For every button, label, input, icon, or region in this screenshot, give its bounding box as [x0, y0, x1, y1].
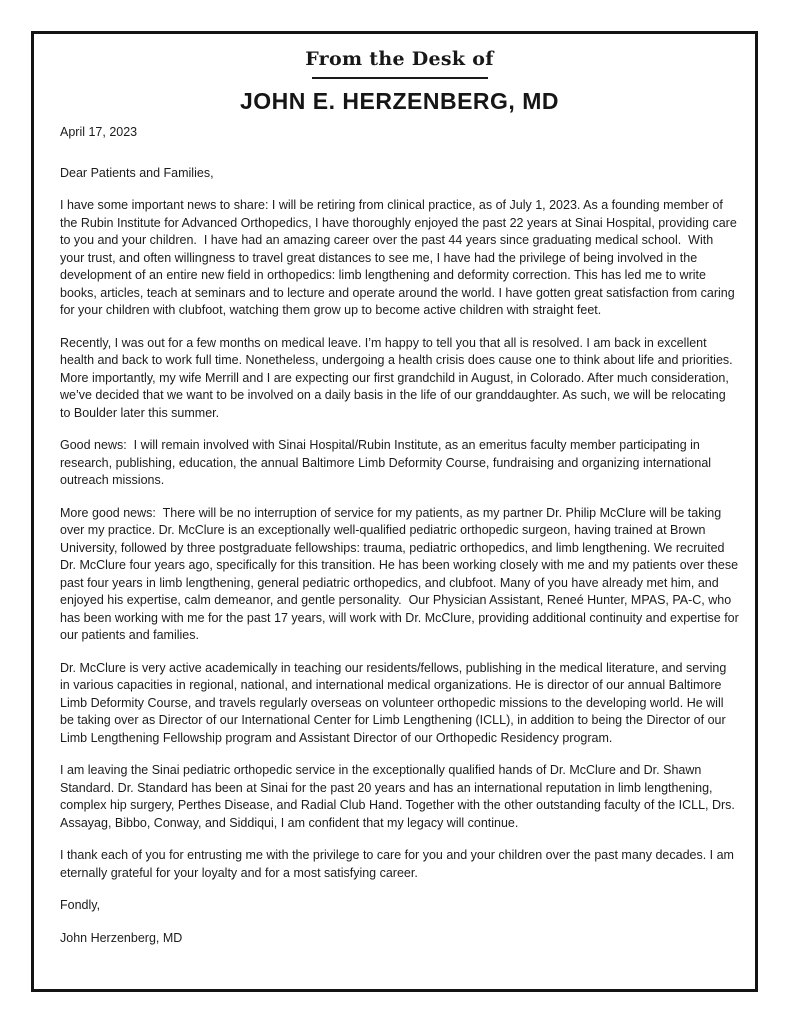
letter-paragraph: Recently, I was out for a few months on medical leave. I’m happy to tell you that all is resolved. I am back in excellent health and back to work full time. Nonetheless, undergoing a health crisis does cause one to think about life and priorities. More importantly, my wife Merrill and I are expecting our first grandchild in August, in Colorado. After much consideration, we’ve decided that we want to be involved on a daily basis in the life of our granddaughter. As such, we will be relocating to Boulder later this summer. — [60, 335, 740, 420]
letter-closing: Fondly, — [60, 898, 101, 912]
letterhead-preamble: From the Desk of — [305, 48, 494, 70]
letter-paragraphs — [60, 197, 743, 882]
letterhead-author: JOHN E. HERZENBERG, MD — [240, 88, 559, 114]
letter-paragraph: More good news: There will be no interruption of service for my patients, as my partner Dr. Philip McClure will be taking over my practice. Dr. McClure is an exceptionally well-qualified pediatric orthopedic surgeon, having trained at Brown University, followed by three postgraduate fellowships: trauma, pediatric orthopedics, and limb lengthening. We recruited Dr. McClure four years ago, specifically for this transition. He has been working closely with me and my patients over these past four years in limb lengthening, general pediatric orthopedics, and clubfoot. Many of you have already met him, and enjoyed his expertise, calm demeanor, and gentle personality. Our Physician Assistant, Reneé Hunter, MPAS, PA-C, who has been working with me for the past 17 years, will work with Dr. McClure, providing additional continuity and expertise for our patients and families. — [60, 505, 743, 642]
letter-signature: John Herzenberg, MD — [60, 930, 183, 945]
letter-body — [60, 124, 743, 947]
letter-content — [34, 34, 755, 947]
letter-paragraph: Dr. McClure is very active academically in teaching our residents/fellows, publishing in the medical literature, and serving in various capacities in regional, national, and international medical organizations. He is director of our annual Baltimore Limb Deformity Course, and travels regularly overseas on volunteer orthopedic missions to the developing world. He will be taking over as Director of our International Center for Limb Lengthening (ICLL), in addition to being the Director of our Limb Lengthening Fellowship program and Assistant Director of our Orthopedic Residency program. — [60, 660, 730, 745]
letterhead — [60, 46, 739, 116]
letter-paragraph: I thank each of you for entrusting me with the privilege to care for you and your children over the past many decades. I am eternally grateful for your loyalty and for a most satisfying career. — [60, 848, 738, 880]
letterhead-rule — [312, 77, 488, 79]
letter-salutation: Dear Patients and Families, — [60, 165, 214, 180]
letter-paragraph: I am leaving the Sinai pediatric orthopedic service in the exceptionally qualified hands of Dr. McClure and Dr. Shawn Standard. Dr. Standard has been at Sinai for the past 20 years and has an international reputation in limb lengthening, complex hip surgery, Perthes Disease, and Radial Club Hand. Together with the other outstanding faculty of the ICLL, Drs. Assayag, Bibbo, Conway, and Siddiqui, I am confident that my legacy will continue. — [60, 763, 738, 830]
letter-page — [31, 31, 758, 992]
letter-paragraph: Good news: I will remain involved with Sinai Hospital/Rubin Institute, as an emeritus faculty member participating in research, publishing, education, the annual Baltimore Limb Deformity Course, fundraising and organizing international outreach missions. — [60, 438, 715, 487]
letter-date: April 17, 2023 — [60, 125, 138, 139]
letter-paragraph: I have some important news to share: I will be retiring from clinical practice, as of July 1, 2023. As a founding member of the Rubin Institute for Advanced Orthopedics, I have thoroughly enjoyed the past 22 years at Sinai Hospital, providing care to you and your children. I have had an amazing career over the past 44 years since graduating medical school. With your trust, and often willingness to travel great distances to see me, I have had the privilege of being involved in the development of an entire new field in orthopedics: limb lengthening and deformity correction. This has led me to write books, articles, teach at seminars and to lecture and operate around the world. I have gotten great satisfaction from caring for your children with clubfoot, watching them grow up to become active children with straight feet. — [60, 198, 741, 317]
